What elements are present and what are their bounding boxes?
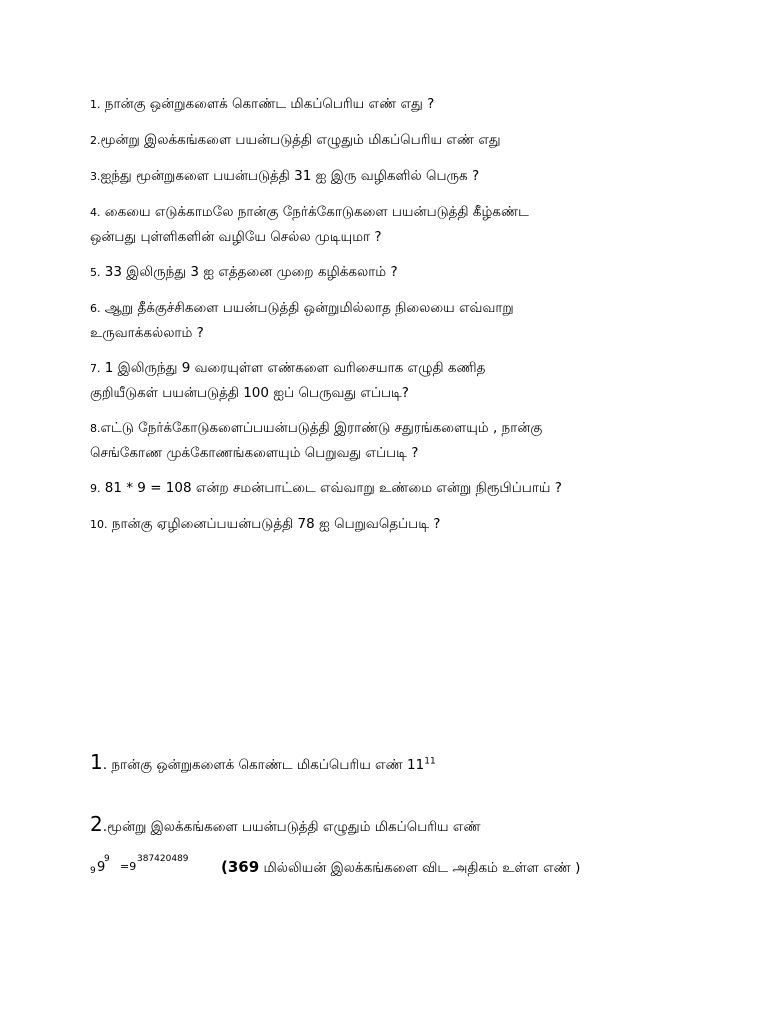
answer-section <box>90 750 710 836</box>
question-text-line2: குறியீடுகள் பயன்படுத்தி 100 ஐப் பெருவது எப்படி? <box>90 385 409 401</box>
question-1 <box>90 92 710 117</box>
question-5 <box>90 260 710 285</box>
question-number: 7. <box>90 362 101 375</box>
formula-equals: =9 <box>120 860 137 873</box>
question-text-line2: உருவாக்கல்லாம் ? <box>90 325 204 341</box>
question-number: 6. <box>90 302 101 315</box>
formula-base: 9 <box>97 860 106 875</box>
answer-text: . நான்கு ஒன்றுகளைக் கொண்ட மிகப்பெரிய எண் 11 <box>102 757 425 773</box>
question-number: 8. <box>90 422 101 435</box>
question-10 <box>90 512 710 537</box>
answer-exponent: 11 <box>424 756 436 767</box>
formula-note-text: மில்லியன் இலக்கங்களை விட அதிகம் உள்ள எண் ) <box>259 860 581 876</box>
question-text-line2: செங்கோண முக்கோணங்களையும் பெறுவது எப்படி ? <box>90 445 419 461</box>
question-text: நான்கு ஒன்றுகளைக் கொண்ட மிகப்பெரிய எண் எது ? <box>104 96 435 112</box>
question-text: 1 இலிருந்து 9 வரையுள்ள எண்களை வரிசையாக எழுதி கணித <box>104 360 486 376</box>
question-number: 9. <box>90 482 101 495</box>
question-text-line2: ஒன்பது புள்ளிகளின் வழியே செல்ல முடியுமா ? <box>90 229 382 245</box>
formula-base-exponent: 9 <box>104 854 110 864</box>
question-text: 33 இலிருந்து 3 ஐ எத்தனை முறை கழிக்கலாம் ? <box>104 264 398 280</box>
answer-number: 2 <box>90 812 103 836</box>
formula-exponent: 387420489 <box>137 854 189 864</box>
question-3 <box>90 164 710 189</box>
question-7 <box>90 356 710 405</box>
question-4 <box>90 200 710 249</box>
question-text: ஐந்து மூன்றுகளை பயன்படுத்தி 31 ஐ இரு வழிகளில் பெருக ? <box>100 168 480 184</box>
question-9 <box>90 476 710 501</box>
formula-note <box>221 858 580 878</box>
answer-1 <box>90 750 710 775</box>
question-number: 4. <box>90 206 101 219</box>
answer-text: .மூன்று இலக்கங்களை பயன்படுத்தி எழுதும் மிகப்பெரிய எண் <box>102 819 481 835</box>
question-number: 10. <box>90 518 108 531</box>
question-list <box>90 92 710 548</box>
question-number: 1. <box>90 98 101 111</box>
question-text: 81 * 9 = 108 என்ற சமன்பாட்டை எவ்வாறு உண்மை என்று நிரூபிப்பாய் ? <box>104 480 562 496</box>
question-text: கையை எடுக்காமலே நான்கு நேர்க்கோடுகளை பயன்படுத்தி கீழ்கண்ட <box>104 204 529 220</box>
question-number: 3. <box>90 170 101 183</box>
formula-base-small: 9 <box>90 866 96 876</box>
question-8 <box>90 416 710 465</box>
question-text: நான்கு ஏழினைப்பயன்படுத்தி 78 ஐ பெறுவதெப்படி ? <box>111 516 441 532</box>
question-text: மூன்று இலக்கங்களை பயன்படுத்தி எழுதும் மிகப்பெரிய எண் எது <box>100 132 501 148</box>
answer-2 <box>90 812 481 837</box>
question-2 <box>90 128 710 153</box>
question-number: 5. <box>90 266 101 279</box>
question-6 <box>90 296 710 345</box>
answer-2-formula <box>90 852 710 882</box>
question-text: எட்டு நேர்க்கோடுகளைப்பயன்படுத்தி இராண்டு சதுரங்களையும் , நான்கு <box>100 420 543 436</box>
question-number: 2. <box>90 134 101 147</box>
formula-note-number: (369 <box>221 858 260 876</box>
answer-number: 1 <box>90 750 103 774</box>
question-text: ஆறு தீக்குச்சிகளை பயன்படுத்தி ஒன்றுமில்லாத நிலையை எவ்வாறு <box>104 300 514 316</box>
